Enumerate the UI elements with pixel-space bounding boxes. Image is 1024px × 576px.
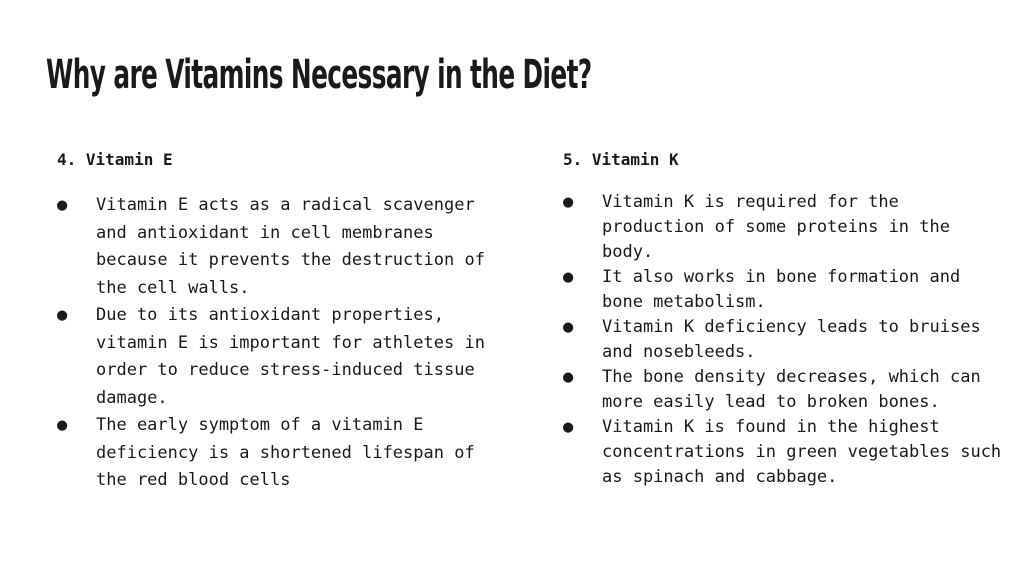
list-item (57, 412, 487, 495)
list-item-text: Vitamin E acts as a radical scavenger and antioxidant in cell membranes because it prevents the destruction of the cell walls. (96, 195, 485, 298)
list-item-text: Vitamin K is required for the production of some proteins in the body. (602, 192, 950, 262)
list-item (563, 265, 1003, 315)
list-item-text: Due to its antioxidant properties, vitamin E is important for athletes in order to reduce stress-induced tissue damage. (96, 305, 485, 408)
bullet-icon: ● (57, 195, 68, 215)
slide-title: Why are Vitamins Necessary in the Diet? (46, 52, 592, 98)
bullet-icon: ● (563, 367, 574, 387)
bullet-icon: ● (563, 317, 574, 337)
list-item (57, 192, 487, 302)
bullet-icon: ● (563, 267, 574, 287)
vitamin-k-bullet-list (563, 190, 1003, 490)
list-item (57, 302, 487, 412)
list-item-text: It also works in bone formation and bone metabolism. (602, 267, 961, 312)
list-item (563, 315, 1003, 365)
vitamin-e-heading: 4. Vitamin E (57, 150, 173, 169)
list-item-text: The bone density decreases, which can more easily lead to broken bones. (602, 367, 981, 412)
vitamin-e-bullet-list (57, 192, 487, 495)
list-item (563, 365, 1003, 415)
vitamin-e-column (57, 148, 487, 495)
list-item-text: Vitamin K is found in the highest concentrations in green vegetables such as spinach and cabbage. (602, 417, 1002, 487)
bullet-icon: ● (57, 415, 68, 435)
list-item (563, 415, 1003, 490)
bullet-icon: ● (563, 417, 574, 437)
list-item (563, 190, 1003, 265)
list-item-text: The early symptom of a vitamin E deficiency is a shortened lifespan of the red blood cells (96, 415, 475, 490)
vitamin-k-heading: 5. Vitamin K (563, 150, 679, 169)
vitamin-k-column (563, 148, 1003, 490)
bullet-icon: ● (57, 305, 68, 325)
list-item-text: Vitamin K deficiency leads to bruises and nosebleeds. (602, 317, 981, 362)
bullet-icon: ● (563, 192, 574, 212)
